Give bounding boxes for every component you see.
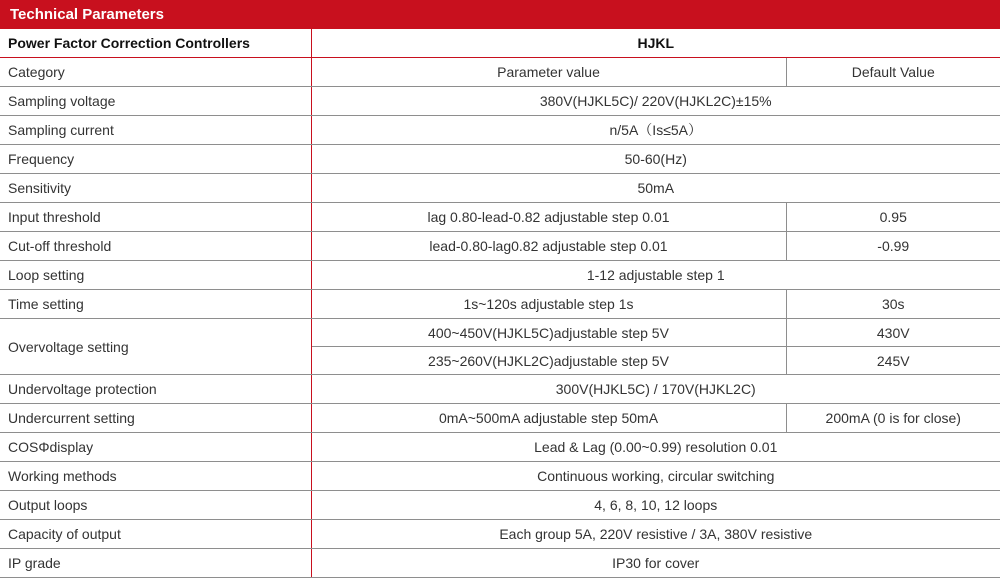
row-value: 1-12 adjustable step 1 [311,261,1000,290]
row-value: lag 0.80-lead-0.82 adjustable step 0.01 [311,203,786,232]
row-label: Frequency [0,145,311,174]
row-value: n/5A（Is≤5A） [311,116,1000,145]
column-parameter-value: Parameter value [311,58,786,87]
row-default: 200mA (0 is for close) [786,404,1000,433]
row-value: Each group 5A, 220V resistive / 3A, 380V resistive [311,520,1000,549]
row-value: 400~450V(HJKL5C)adjustable step 5V [311,319,786,347]
table-header-row [0,29,1000,58]
row-label: Time setting [0,290,311,319]
row-value: 0mA~500mA adjustable step 50mA [311,404,786,433]
table-row [0,174,1000,203]
table-row [0,491,1000,520]
product-label: Power Factor Correction Controllers [0,29,311,58]
section-banner [0,0,1000,29]
table-row [0,87,1000,116]
table-row [0,462,1000,491]
column-category: Category [0,58,311,87]
row-label: Cut-off threshold [0,232,311,261]
row-label: Overvoltage setting [0,319,311,375]
row-label: Input threshold [0,203,311,232]
row-value: 50-60(Hz) [311,145,1000,174]
row-default: 430V [786,319,1000,347]
row-label: Loop setting [0,261,311,290]
row-value: 235~260V(HJKL2C)adjustable step 5V [311,347,786,375]
table-row [0,319,1000,347]
row-label: Sensitivity [0,174,311,203]
row-label: Output loops [0,491,311,520]
table-row [0,520,1000,549]
row-value: IP30 for cover [311,549,1000,578]
table-row [0,404,1000,433]
row-default: 30s [786,290,1000,319]
row-value: 50mA [311,174,1000,203]
row-value: 4, 6, 8, 10, 12 loops [311,491,1000,520]
model-name: HJKL [311,29,1000,58]
row-value: 1s~120s adjustable step 1s [311,290,786,319]
row-default: 245V [786,347,1000,375]
table-row [0,375,1000,404]
table-row [0,116,1000,145]
table-row [0,232,1000,261]
table-row [0,145,1000,174]
row-value: 380V(HJKL5C)/ 220V(HJKL2C)±15% [311,87,1000,116]
table-row [0,58,1000,87]
row-label: COSΦdisplay [0,433,311,462]
row-label: Sampling voltage [0,87,311,116]
table-row [0,549,1000,578]
section-title: Technical Parameters [10,6,164,23]
row-default: 0.95 [786,203,1000,232]
technical-parameters-table [0,29,1000,578]
row-label: Sampling current [0,116,311,145]
row-value: lead-0.80-lag0.82 adjustable step 0.01 [311,232,786,261]
row-label: Undervoltage protection [0,375,311,404]
table-row [0,203,1000,232]
row-value: Lead & Lag (0.00~0.99) resolution 0.01 [311,433,1000,462]
column-default-value: Default Value [786,58,1000,87]
row-value: 300V(HJKL5C) / 170V(HJKL2C) [311,375,1000,404]
row-default: -0.99 [786,232,1000,261]
table-row [0,290,1000,319]
row-label: IP grade [0,549,311,578]
row-value: Continuous working, circular switching [311,462,1000,491]
row-label: Capacity of output [0,520,311,549]
row-label: Working methods [0,462,311,491]
row-label: Undercurrent setting [0,404,311,433]
table-row [0,433,1000,462]
table-row [0,261,1000,290]
